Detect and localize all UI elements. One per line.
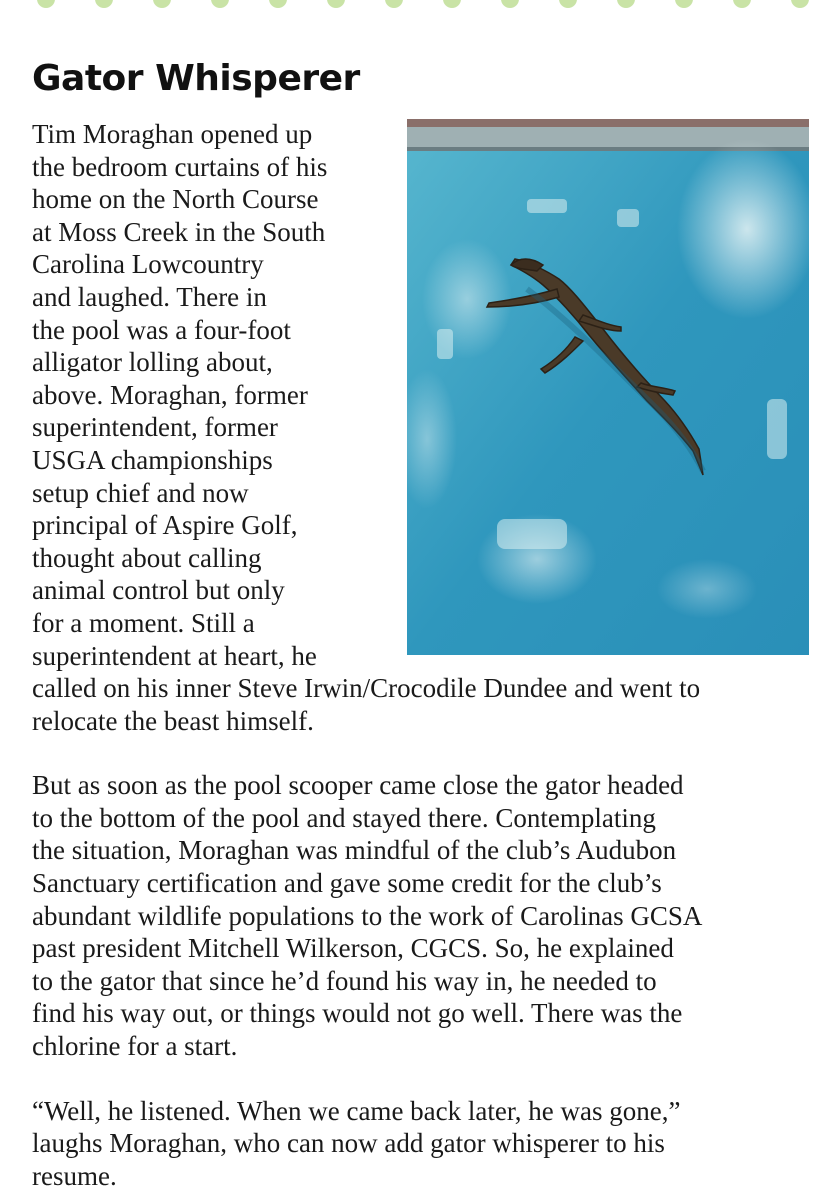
text-line: animal control but only [32, 575, 285, 606]
paragraph-1 [32, 118, 817, 737]
text-line: to the bottom of the pool and stayed there. Contemplating [32, 802, 656, 833]
text-line: laughs Moraghan, who can now add gator whisperer to his [32, 1128, 665, 1159]
text-line: principal of Aspire Golf, [32, 510, 298, 541]
text-line: alligator lolling about, [32, 347, 273, 378]
text-line: Carolina Lowcountry [32, 249, 264, 280]
text-line: abundant wildlife populations to the work of Carolinas GCSA [32, 900, 703, 931]
text-line: above. Moraghan, former [32, 379, 308, 410]
text-line: setup chief and now [32, 477, 249, 508]
text-line: the bedroom curtains of his [32, 151, 328, 182]
text-line: Tim Moraghan opened up [32, 119, 313, 149]
text-line: called on his inner Steve Irwin/Crocodile Dundee and went to [32, 673, 701, 704]
text-line: home on the North Course [32, 184, 319, 215]
text-line: past president Mitchell Wilkerson, CGCS. So, he explained [32, 933, 674, 964]
decorative-dot-border [0, 0, 833, 12]
text-line: the situation, Moraghan was mindful of the club’s Audubon [32, 835, 677, 866]
text-line: and laughed. There in [32, 281, 267, 312]
text-line: But as soon as the pool scooper came close the gator headed [32, 770, 684, 801]
text-line: at Moss Creek in the South [32, 216, 326, 247]
text-line: superintendent at heart, he [32, 640, 317, 671]
paragraph-3 [32, 1095, 817, 1193]
text-line: superintendent, former [32, 412, 278, 443]
text-line: find his way out, or things would not go well. There was the [32, 998, 683, 1029]
article-title: Gator Whisperer [32, 58, 360, 99]
text-line: chlorine for a start. [32, 1031, 238, 1062]
text-line: “Well, he listened. When we came back later, he was gone,” [32, 1095, 681, 1126]
text-line: Sanctuary certification and gave some credit for the club’s [32, 868, 662, 899]
text-line: relocate the beast himself. [32, 705, 314, 736]
text-line: the pool was a four-foot [32, 314, 291, 345]
text-line: resume. [32, 1160, 117, 1191]
paragraph-2 [32, 769, 817, 1062]
text-line: to the gator that since he’d found his way in, he needed to [32, 965, 657, 996]
text-line: thought about calling [32, 542, 262, 573]
text-line: for a moment. Still a [32, 607, 255, 638]
article-body [32, 118, 817, 1192]
text-line: USGA championships [32, 444, 273, 475]
